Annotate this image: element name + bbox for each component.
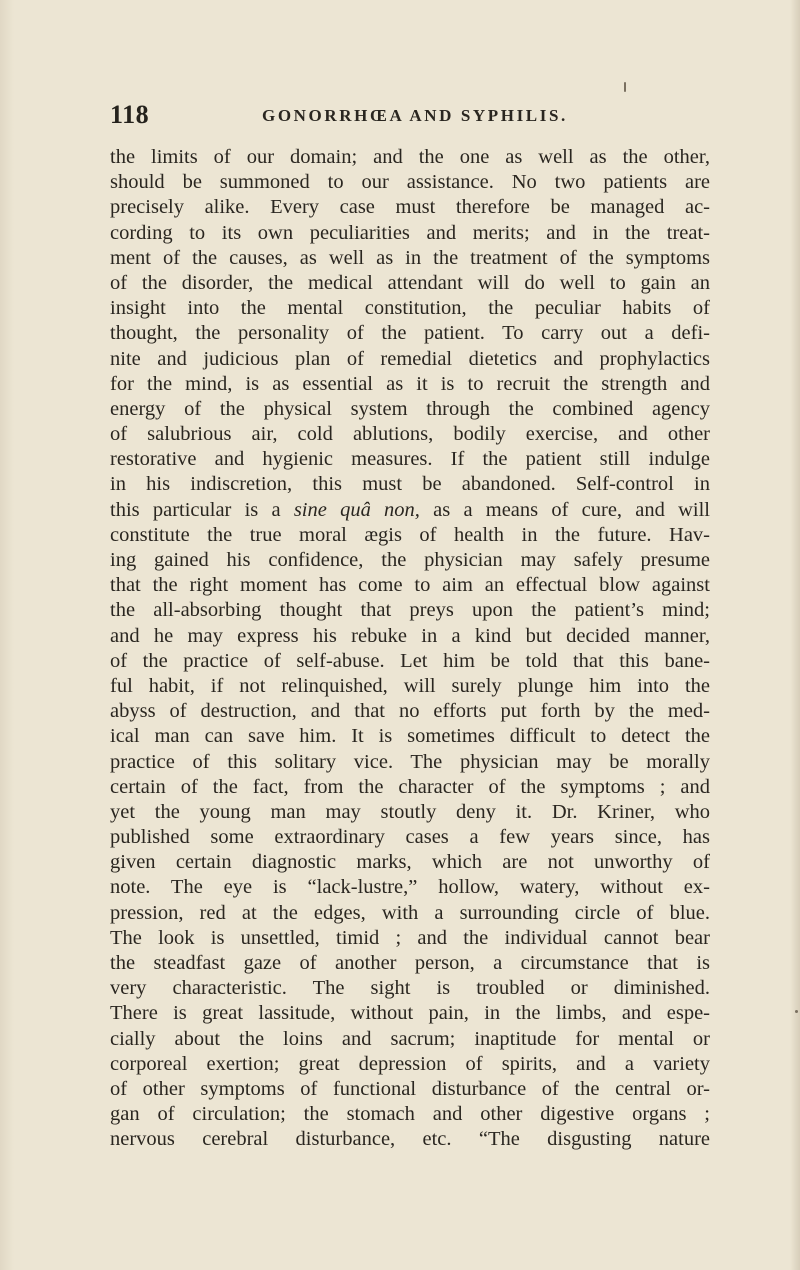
text-line: very characteristic. The sight is troubled or diminished.	[110, 977, 710, 1000]
text-line: restorative and hygienic measures. If the patient still indulge	[110, 448, 710, 471]
text-line: ment of the causes, as well as in the treatment of the symptoms	[110, 246, 710, 269]
text-line: that the right moment has come to aim an effectual blow against	[110, 574, 710, 597]
text-line: published some extraordinary cases a few years since, has	[110, 826, 710, 849]
text-line: and he may express his rebuke in a kind but decided manner,	[110, 624, 710, 647]
body-text	[110, 145, 710, 1153]
text-line: There is great lassitude, without pain, in the limbs, and espe-	[110, 1002, 710, 1025]
text-line: of the practice of self-abuse. Let him be told that this bane-	[110, 649, 710, 672]
text-segment: this particular is a	[110, 498, 294, 521]
text-line: certain of the fact, from the character of the symptoms ; and	[110, 775, 710, 798]
text-line: the steadfast gaze of another person, a circumstance that is	[110, 952, 710, 974]
text-line: cially about the loins and sacrum; inaptitude for mental or	[110, 1027, 710, 1050]
text-line: ical man can save him. It is sometimes difficult to detect the	[110, 725, 710, 748]
text-line: precisely alike. Every case must therefore be managed ac-	[110, 196, 710, 219]
text-line: The look is unsettled, timid ; and the individual cannot bear	[110, 926, 710, 949]
text-line: the limits of our domain; and the one as well as the other,	[110, 146, 710, 168]
print-speck	[795, 1010, 798, 1013]
text-line: of the disorder, the medical attendant will do well to gain an	[110, 271, 710, 294]
text-line	[110, 498, 710, 523]
text-line: gan of circulation; the stomach and other digestive organs ;	[110, 1103, 710, 1126]
italic-phrase: sine quâ non,	[293, 498, 420, 521]
text-line: note. The eye is “lack-lustre,” hollow, watery, without ex-	[110, 876, 710, 899]
page-number: 118	[110, 100, 150, 129]
text-line: insight into the mental constitution, the peculiar habits of	[110, 297, 710, 320]
text-line: yet the young man may stoutly deny it. Dr. Kriner, who	[110, 800, 710, 823]
text-line: practice of this solitary vice. The physician may be morally	[110, 750, 710, 773]
print-speck	[624, 82, 626, 92]
running-title: GONORRHŒA AND SYPHILIS.	[262, 106, 568, 125]
text-line: thought, the personality of the patient. To carry out a defi-	[110, 322, 710, 345]
text-line: of other symptoms of functional disturbance of the central or-	[110, 1077, 710, 1100]
text-line: ing gained his confidence, the physician may safely presume	[110, 549, 710, 571]
text-line: energy of the physical system through the combined agency	[110, 397, 710, 420]
text-line: the all-absorbing thought that preys upon the patient’s mind;	[110, 599, 710, 622]
text-line: nervous cerebral disturbance, etc. “The disgusting nature	[110, 1128, 710, 1151]
text-line: should be summoned to our assistance. No two patients are	[110, 171, 710, 194]
text-line: nite and judicious plan of remedial dietetics and prophylactics	[110, 347, 710, 370]
text-line: ful habit, if not relinquished, will surely plunge him into the	[110, 674, 710, 697]
text-line: corporeal exertion; great depression of spirits, and a variety	[110, 1052, 710, 1075]
text-line: in his indiscretion, this must be abandoned. Self-control in	[110, 473, 710, 496]
text-line: of salubrious air, cold ablutions, bodily exercise, and other	[110, 423, 710, 446]
text-line: given certain diagnostic marks, which are not unworthy of	[110, 851, 710, 874]
text-line: constitute the true moral ægis of health in the future. Hav-	[110, 523, 710, 546]
text-segment: as a means of cure, and will	[419, 498, 710, 521]
text-line: cording to its own peculiarities and merits; and in the treat-	[110, 221, 710, 244]
text-line: abyss of destruction, and that no efforts put forth by the med-	[110, 700, 710, 723]
text-line: for the mind, is as essential as it is to recruit the strength and	[110, 372, 710, 395]
text-line: pression, red at the edges, with a surrounding circle of blue.	[110, 901, 710, 924]
page-header	[110, 100, 710, 136]
